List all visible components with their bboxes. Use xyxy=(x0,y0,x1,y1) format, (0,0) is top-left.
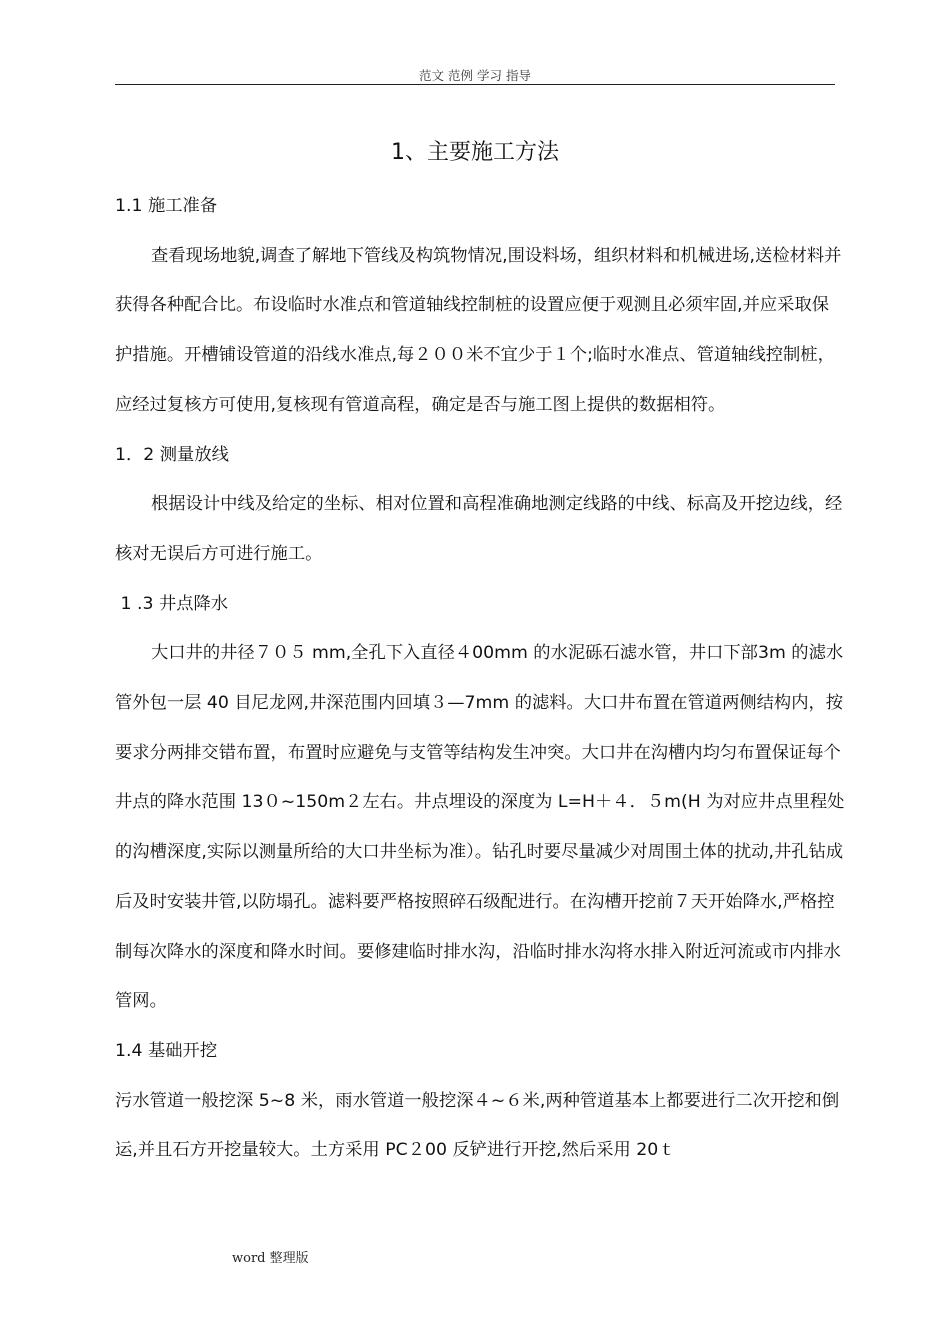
paragraph-1-3: 大口井的井径７０５ mm,全孔下入直径４00mm 的水泥砾石滤水管，井口下部3m 的滤水管外包一层 40 目尼龙网,井深范围内回填３—7mm 的滤料。大口井布置在管道两侧结构内，按要求分两排交错布置，布置时应避免与支管等结构发生冲突。大口井在沟槽内均匀布置保证每个井点的降水范围 13０~150m２左右。井点埋设的深度为 L=H＋４．５m(H 为对应井点里程处的沟槽深度,实际以测量所给的大口井坐标为准）。钻孔时要尽量减少对周围土体的扰动,井孔钻成后及时安装井管,以防塌孔。滤料要严格按照碎石级配进行。在沟槽开挖前７天开始降水,严格控制每次降水的深度和降水时间。要修建临时排水沟，沿临时排水沟将水排入附近河流或市内排水管网。 xyxy=(115,643,845,1012)
paragraph-1-4: 污水管道一般挖深 5~8 米，雨水管道一般挖深４~６米,两种管道基本上都要进行二次开挖和倒运,并且石方开挖量较大。土方采用 PC２00 反铲进行开挖,然后采用 20ｔ xyxy=(115,1090,840,1161)
section-heading-1-3: 1 .3 井点降水 xyxy=(115,593,229,614)
paragraph-1-1: 查看现场地貌,调查了解地下管线及构筑物情况,围设料场，组织材料和机械进场,送检材料并获得各种配合比。布设临时水准点和管道轴线控制桩的设置应便于观测且必须牢固,并应采取保护措施。开槽铺设管道的沿线水准点,每２００米不宜少于１个;临时水准点、管道轴线控制桩，应经过复核方可使用,复核现有管道高程，确定是否与施工图上提供的数据相符。 xyxy=(115,245,842,415)
document-body xyxy=(115,182,845,1176)
page-header: 范文 范例 学习 指导 xyxy=(419,68,531,83)
section-heading-1-2: 1．2 测量放线 xyxy=(115,444,229,465)
page-footer: word 整理版 xyxy=(232,1251,309,1266)
paragraph-1-2: 根据设计中线及给定的坐标、相对位置和高程准确地测定线路的中线、标高及开挖边线，经核对无误后方可进行施工。 xyxy=(115,494,843,564)
header-divider xyxy=(115,84,835,85)
section-heading-1-1: 1.1 施工准备 xyxy=(115,196,218,216)
document-title: 1、主要施工方法 xyxy=(391,140,559,165)
section-heading-1-4: 1.4 基础开挖 xyxy=(115,1040,218,1061)
